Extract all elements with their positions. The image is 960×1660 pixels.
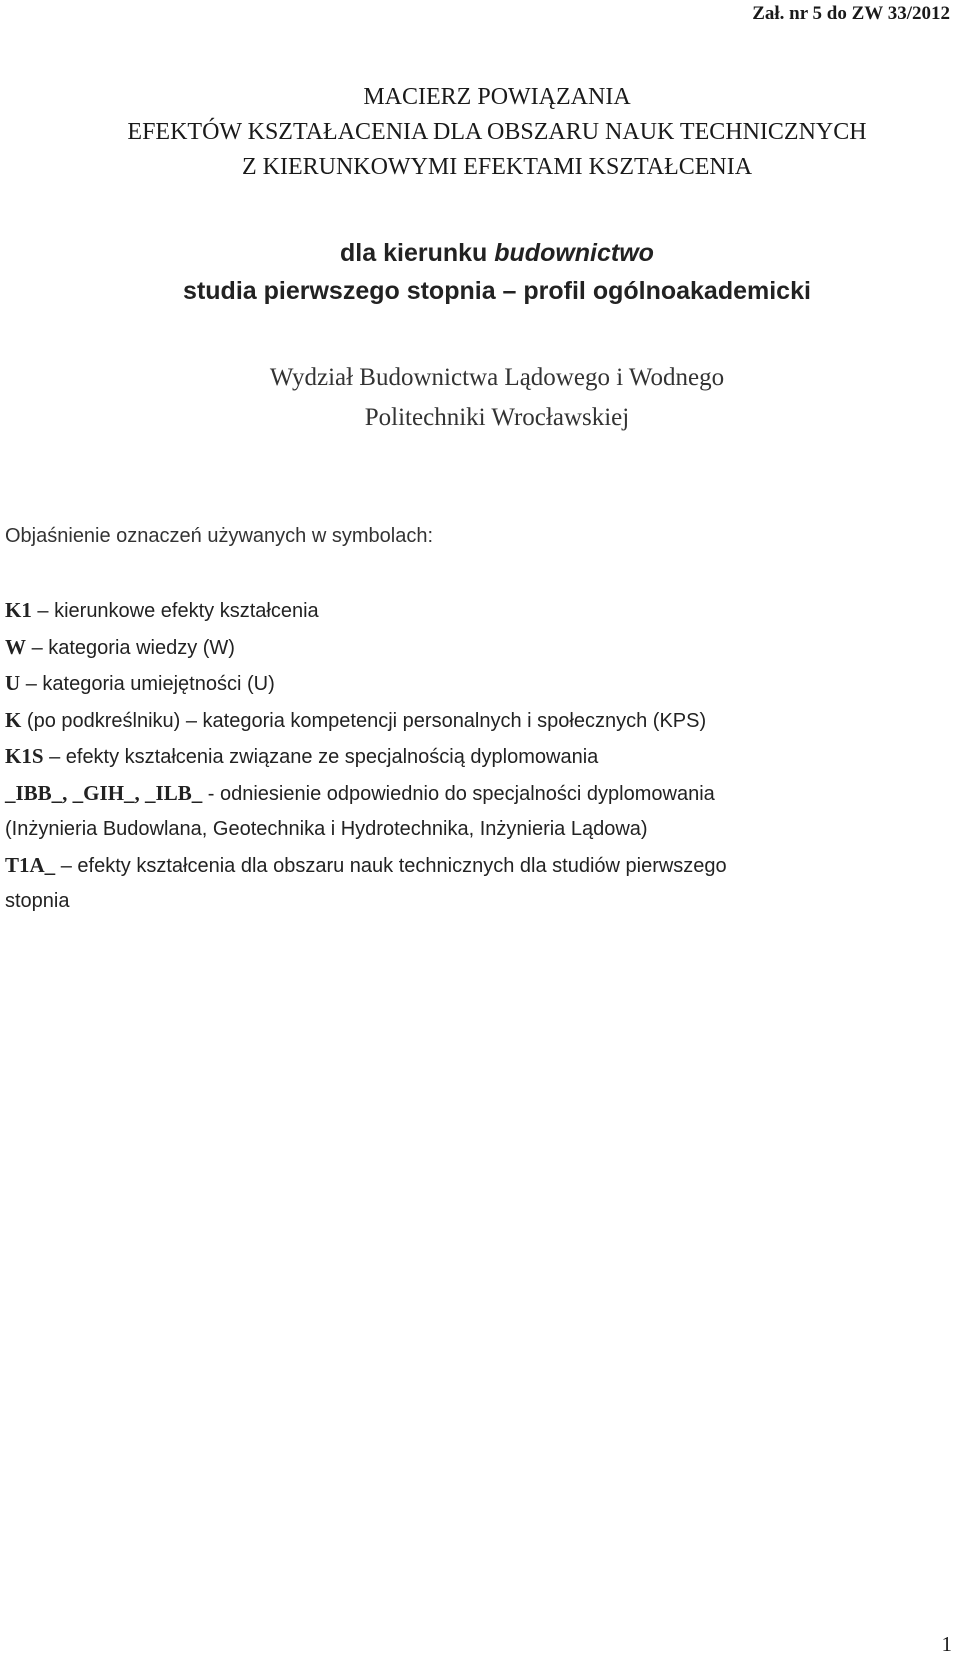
title-line-3: Z KIERUNKOWYMI EFEKTAMI KSZTAŁCENIA: [241, 154, 753, 180]
document-title: [0, 80, 960, 185]
title-line-1: MACIERZ POWIĄZANIA: [363, 84, 631, 110]
legend-description: stopnia: [5, 890, 70, 912]
legend-heading: Objaśnienie oznaczeń używanych w symbolach:: [5, 525, 433, 547]
legend-item: [5, 593, 955, 630]
legend-item: [5, 848, 955, 885]
legend-description: (po podkreślniku) – kategoria kompetencji personalnych i społecznych (KPS): [26, 709, 707, 732]
legend-item: [5, 776, 955, 813]
legend-list: [5, 593, 955, 920]
attachment-note: Zał. nr 5 do ZW 33/2012: [752, 3, 950, 24]
legend-symbol: _IBB_, _GIH_, _ILB_: [5, 780, 203, 805]
legend-symbol: T1A_: [5, 852, 56, 877]
page-number: 1: [941, 1632, 952, 1656]
legend-description: – kategoria umiejętności (U): [25, 673, 275, 695]
legend-symbol: K1S: [5, 744, 44, 768]
subtitle-line-1: [0, 234, 960, 272]
faculty-line-1: Wydział Budownictwa Lądowego i Wodnego: [269, 364, 725, 391]
title-line-2: EFEKTÓW KSZTAŁACENIA DLA OBSZARU NAUK TECHNICZNYCH: [127, 119, 867, 145]
legend-symbol: K: [5, 707, 22, 732]
legend-symbol: U: [5, 671, 21, 695]
legend-description: – kategoria wiedzy (W): [31, 636, 235, 659]
legend-description: (Inżynieria Budowlana, Geotechnika i Hydrotechnika, Inżynieria Lądowa): [5, 818, 648, 840]
legend-description: – efekty kształcenia związane ze specjalnością dyplomowania: [49, 746, 599, 768]
legend-item: [5, 703, 955, 740]
legend-item: [5, 630, 955, 667]
legend-item: [5, 739, 955, 776]
field-of-study: budownictwo: [494, 239, 654, 267]
subtitle-prefix: dla kierunku: [340, 239, 488, 267]
legend-item: [5, 666, 955, 703]
legend-symbol: K1: [5, 598, 32, 622]
legend-item-continuation: [5, 884, 955, 920]
faculty-name: [0, 358, 960, 438]
faculty-line-2: Politechniki Wrocławskiej: [364, 404, 630, 431]
legend-item-continuation: [5, 812, 955, 848]
legend-description: - odniesienie odpowiednio do specjalności dyplomowania: [207, 782, 715, 805]
legend-description: – kierunkowe efekty kształcenia: [37, 600, 319, 622]
legend-symbol: W: [5, 634, 26, 659]
legend-description: – efekty kształcenia dla obszaru nauk technicznych dla studiów pierwszego: [60, 854, 727, 877]
subtitle-line-2: studia pierwszego stopnia – profil ogólnoakademicki: [183, 277, 811, 305]
document-subtitle: [0, 234, 960, 310]
